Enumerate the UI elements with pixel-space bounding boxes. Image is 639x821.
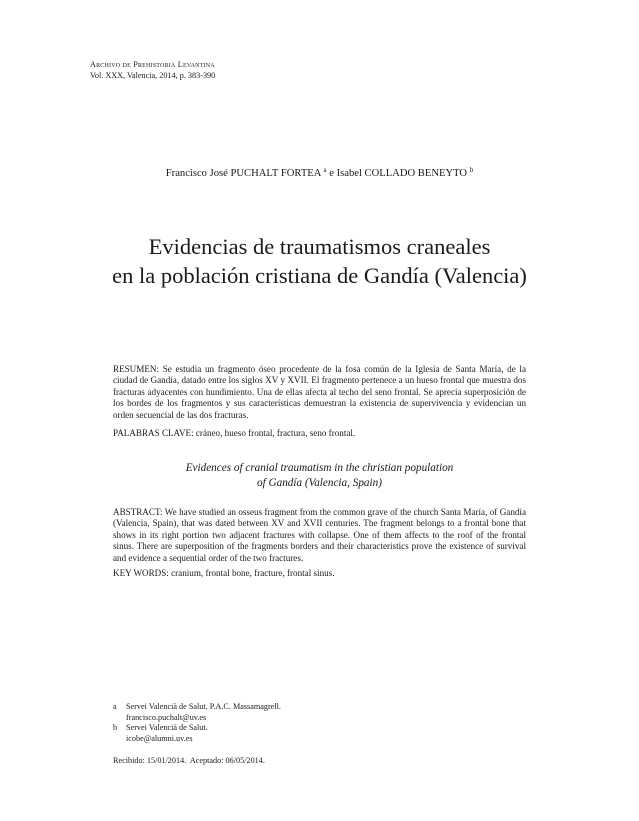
english-title-line-2: of Gandía (Valencia, Spain) — [257, 477, 382, 489]
author-1: Francisco José PUCHALT FORTEA — [165, 168, 321, 179]
paper-title-line-1: Evidencias de traumatismos craneales — [148, 234, 491, 259]
received-accepted-dates: Recibido: 15/01/2014. Aceptado: 06/05/2014. — [113, 756, 265, 765]
footnote-b — [113, 723, 281, 734]
footnotes — [113, 702, 281, 744]
paper-title — [40, 233, 599, 290]
author-connector: e — [329, 168, 334, 179]
key-words: KEY WORDS: cranium, frontal bone, fracture, frontal sinus. — [113, 568, 335, 578]
english-title — [0, 461, 639, 491]
resumen-paragraph: RESUMEN: Se estudia un fragmento óseo procedente de la fosa común de la Iglesia de Santa María, de la ciudad de Gandía, datado entre los siglos XV y XVII. El fragmento pertenece a un hueso frontal que muestra dos fracturas adyacentes con hundimiento. Una de ellas afecta al techo del seno frontal. Se aprecia superposición de los bordes de los fragmentos y sus características demuestran la existencia de supervivencia y evidencian un orden secuencial de las dos fracturas. — [113, 364, 526, 420]
footnote-mark: a — [113, 702, 117, 711]
author-2: Isabel COLLADO BENEYTO — [336, 168, 468, 179]
footnote-a — [113, 702, 281, 713]
author-line — [0, 166, 639, 179]
journal-name: Archivo de Prehistoria Levantina — [90, 60, 215, 69]
author-1-affiliation-mark: a — [323, 166, 327, 174]
author-2-affiliation-mark: b — [469, 166, 474, 174]
journal-header — [90, 60, 215, 81]
palabras-clave: PALABRAS CLAVE: cráneo, hueso frontal, fractura, seno frontal. — [113, 428, 356, 438]
paper-title-line-2: en la población cristiana de Gandía (Valencia) — [112, 262, 527, 288]
journal-volume: Vol. XXX, Valencia, 2014, p. 383-390 — [90, 70, 216, 80]
footnote-affiliation: Servei Valencià de Salut. — [126, 723, 208, 733]
english-title-line-1: Evidences of cranial traumatism in the christian population — [185, 462, 454, 474]
abstract-paragraph: ABSTRACT: We have studied an osseus fragment from the common grave of the church Santa María, of Gandía (Valencia, Spain), that was dated between XV and XVII centuries. The fragment belongs to a frontal bone that shows in its right portion two adjacent fractures with collapse. One of them affects to the roof of the frontal sinus. There are superposition of the fragments borders and their characteristics prove the existence of survival and evidence a sequential order of the two fractures. — [113, 507, 526, 563]
footnote-mark: b — [113, 723, 118, 733]
footnote-affiliation: Servei Valencià de Salut. P.A.C. Massamagrell. — [126, 702, 281, 711]
footnote-email-link[interactable]: icobe@alumni.uv.es — [126, 733, 193, 743]
footnote-email-link[interactable]: francisco.puchalt@uv.es — [126, 712, 207, 722]
